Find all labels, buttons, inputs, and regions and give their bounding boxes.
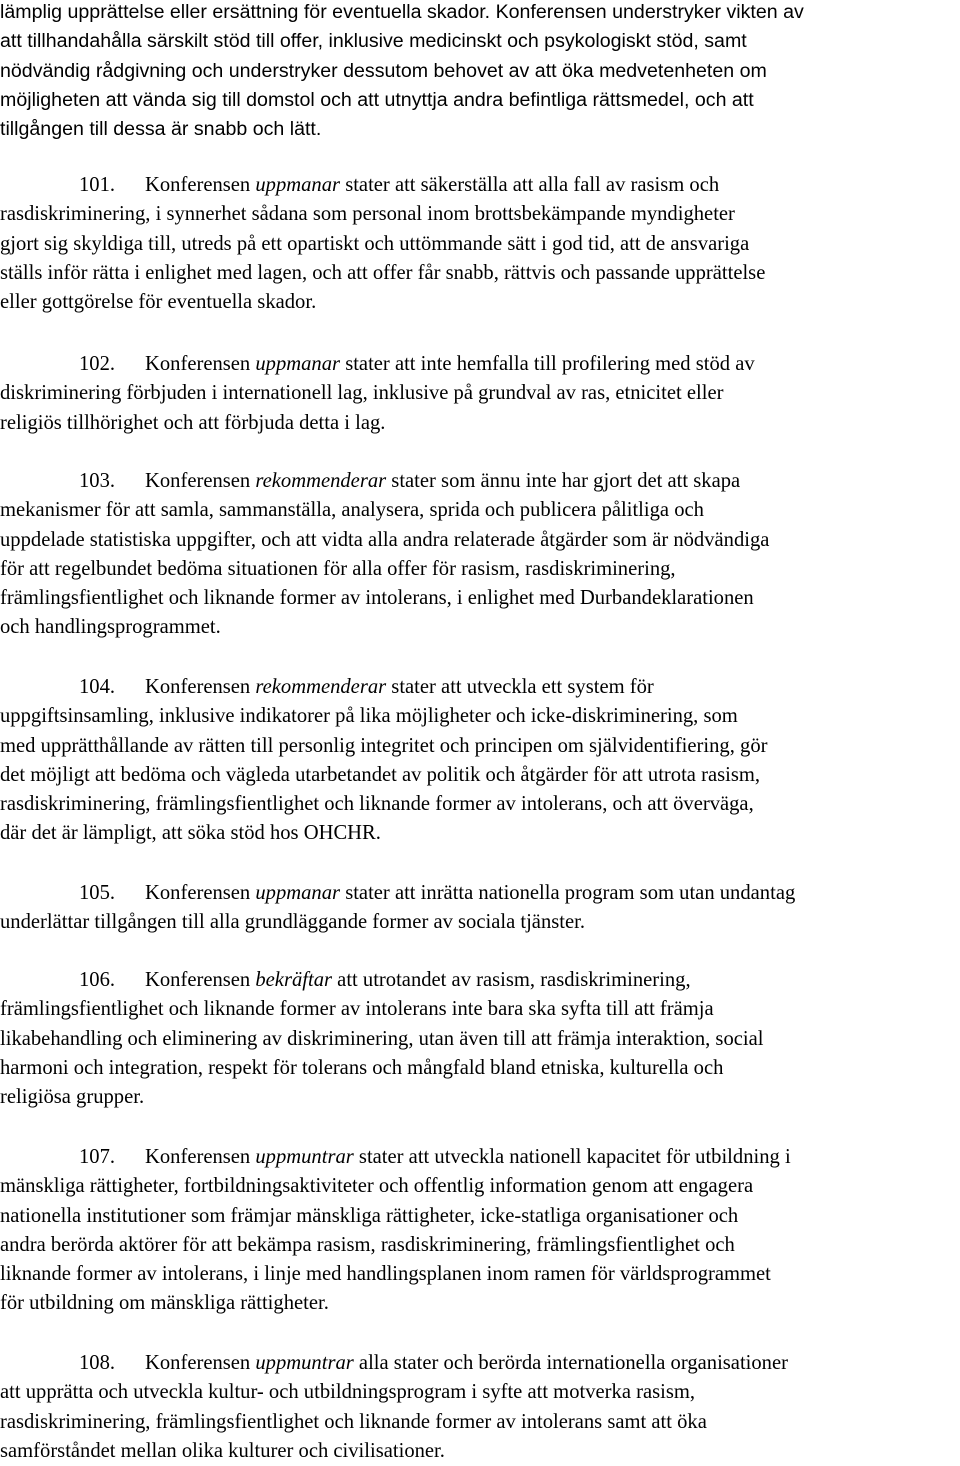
paragraph-number: 108. [79,1352,116,1374]
paragraph-verb: bekräftar [255,969,333,991]
paragraph-106 [0,966,960,1112]
text-line: att tillhandahålla särskilt stöd till offer, inklusive medicinskt och psykologiskt stöd, samt [0,30,747,53]
paragraph-105 [0,879,960,938]
paragraph-verb: rekommenderar [255,470,387,492]
text-line: samförståndet mellan olika kulturer och civilisationer. [0,1439,445,1462]
text-line: uppdelade statistiska uppgifter, och att vidta alla andra relaterade åtgärder som är nödvändiga [0,528,770,551]
text-line: harmoni och integration, respekt för tolerans och mångfald bland etniska, kulturella och [0,1056,724,1079]
text-line: rasdiskriminering, i synnerhet sådana som personal inom brottsbekämpande myndigheter [0,203,735,226]
paragraph-lead: Konferensen [145,676,256,698]
paragraph-108 [0,1349,960,1466]
paragraph-lead: Konferensen [145,969,256,991]
text-line: ställs inför rätta i enlighet med lagen, och att offer får snabb, rättvis och passande upprättelse [0,261,766,284]
text-line: gjort sig skyldiga till, utreds på ett opartiskt och uttömmande sätt i god tid, att de ansvariga [0,232,750,255]
paragraph-104 [0,673,960,849]
paragraph-first-line [0,1143,960,1172]
paragraph-102 [0,350,960,438]
text-line: att upprätta och utveckla kultur- och utbildningsprogram i syfte att motverka rasism, [0,1381,696,1404]
paragraph-verb: uppmuntrar [255,1146,354,1168]
paragraph-first-line [0,467,960,496]
paragraph-first-rest: alla stater och berörda internationella organisationer [353,1352,788,1374]
text-line: religiös tillhörighet och att förbjuda detta i lag. [0,411,386,434]
paragraph-first-line [0,966,960,995]
paragraph-verb: uppmanar [255,353,341,375]
text-line: underlättar tillgången till alla grundläggande former av sociala tjänster. [0,911,585,934]
text-line: rasdiskriminering, främlingsfientlighet och liknande former av intolerans samt att öka [0,1410,707,1433]
text-line: och handlingsprogrammet. [0,616,221,639]
text-line: där det är lämpligt, att söka stöd hos OHCHR. [0,822,381,845]
paragraph-first-rest: stater att utveckla nationell kapacitet för utbildning i [353,1146,791,1168]
paragraph-verb: rekommenderar [255,676,387,698]
paragraph-number: 107. [79,1146,116,1168]
paragraph-lead: Konferensen [145,470,256,492]
paragraph-lead: Konferensen [145,882,256,904]
paragraph-first-line [0,350,960,379]
text-line: främlingsfientlighet och liknande former av intolerans inte bara ska syfta till att främja [0,998,714,1021]
paragraph-first-rest: stater att inte hemfalla till profilering med stöd av [340,353,755,375]
text-line: mekanismer för att samla, sammanställa, analysera, sprida och publicera pålitliga och [0,499,704,522]
text-line: nödvändig rådgivning och understryker dessutom behovet av att öka medvetenheten om [0,59,767,82]
text-line: andra berörda aktörer för att bekämpa rasism, rasdiskriminering, främlingsfientlighet och [0,1233,735,1256]
paragraph-lead: Konferensen [145,1352,256,1374]
text-line: det möjligt att bedöma och vägleda utarbetandet av politik och åtgärder för att utrota rasism, [0,763,760,786]
text-line: mänskliga rättigheter, fortbildningsaktiviteter och offentlig information genom att engagera [0,1175,754,1198]
paragraph-number: 106. [79,969,116,991]
paragraph-verb: uppmuntrar [255,1352,354,1374]
paragraph-number: 102. [79,353,116,375]
text-line: främlingsfientlighet och liknande former av intolerans, i enlighet med Durbandeklarationen [0,587,754,610]
paragraph-first-line [0,673,960,702]
text-line: för utbildning om mänskliga rättigheter. [0,1292,329,1315]
text-line: diskriminering förbjuden i internationell lag, inklusive på grundval av ras, etnicitet eller [0,382,724,405]
paragraph-lead: Konferensen [145,174,256,196]
paragraph-first-line [0,879,960,908]
text-line: för att regelbundet bedöma situationen för alla offer för rasism, rasdiskriminering, [0,557,676,580]
intro-paragraph [0,0,960,144]
paragraph-lead: Konferensen [145,1146,256,1168]
paragraph-number: 103. [79,470,116,492]
paragraph-first-rest: att utrotandet av rasism, rasdiskriminering, [332,969,691,991]
paragraph-verb: uppmanar [255,174,341,196]
text-line: med upprätthållande av rätten till personlig integritet och principen om självidentifiering, gör [0,734,768,757]
paragraph-lead: Konferensen [145,353,256,375]
paragraph-101 [0,171,960,317]
paragraph-number: 101. [79,174,116,196]
text-line: likabehandling och eliminering av diskriminering, utan även till att främja interaktion, social [0,1027,764,1050]
paragraph-number: 104. [79,676,116,698]
text-line: nationella institutioner som främjar mänskliga rättigheter, icke-statliga organisationer och [0,1204,739,1227]
text-line: liknande former av intolerans, i linje med handlingsplanen inom ramen för världsprogrammet [0,1263,771,1286]
paragraph-107 [0,1143,960,1319]
paragraph-verb: uppmanar [255,882,341,904]
paragraph-103 [0,467,960,643]
paragraph-first-rest: stater att säkerställa att alla fall av rasism och [340,174,720,196]
paragraph-first-line [0,171,960,200]
paragraph-first-rest: stater att inrätta nationella program som utan undantag [340,882,796,904]
paragraph-first-line [0,1349,960,1378]
paragraph-first-rest: stater att utveckla ett system för [386,676,654,698]
text-line: uppgiftsinsamling, inklusive indikatorer på lika möjligheter och icke-diskriminering, som [0,705,738,728]
text-line: lämplig upprättelse eller ersättning för eventuella skador. Konferensen understryker vikten av [0,1,804,23]
text-line: eller gottgörelse för eventuella skador. [0,291,317,314]
text-line: möjligheten att vända sig till domstol och att utnyttja andra befintliga rättsmedel, och att [0,88,754,111]
paragraph-first-rest: stater som ännu inte har gjort det att skapa [386,470,741,492]
text-line: tillgången till dessa är snabb och lätt. [0,118,322,141]
text-line: rasdiskriminering, främlingsfientlighet och liknande former av intolerans, och att överväga, [0,793,754,816]
text-line: religiösa grupper. [0,1086,145,1109]
paragraph-number: 105. [79,882,116,904]
